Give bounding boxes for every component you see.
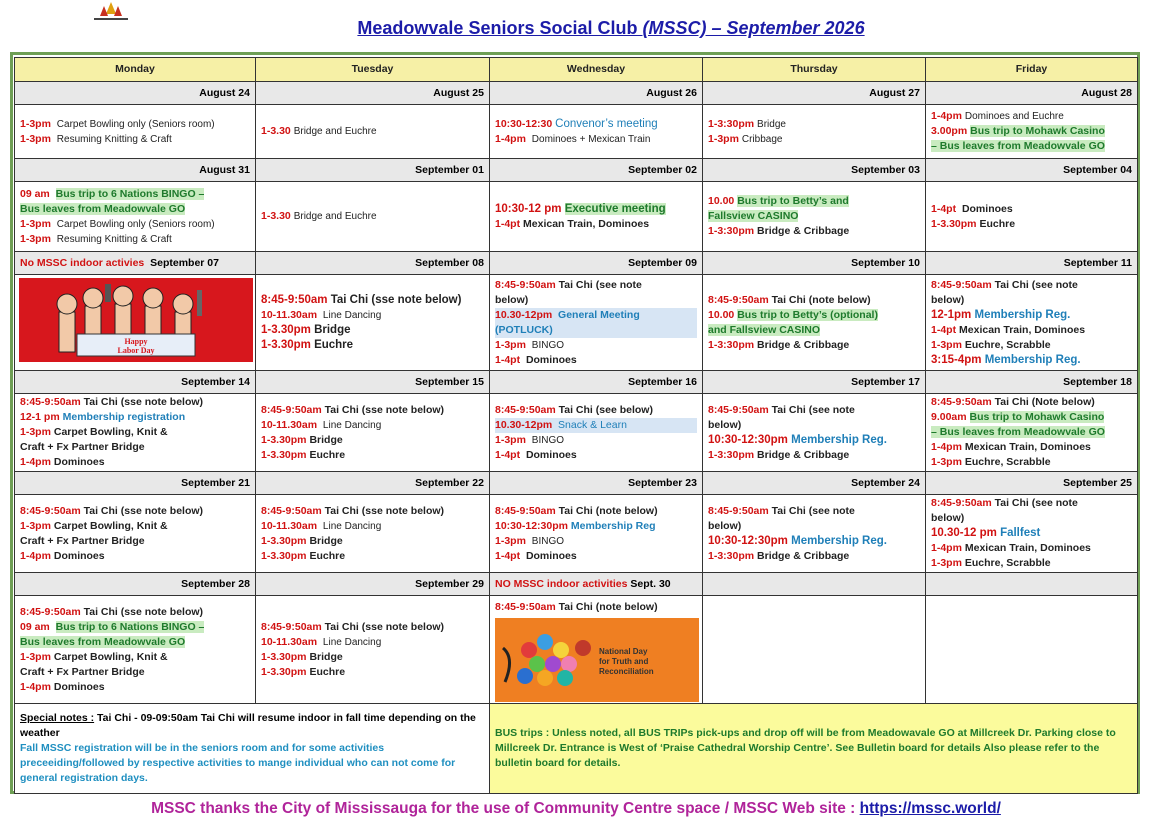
event: 8:45-9:50am Tai Chi (see note: [495, 278, 642, 291]
day-cell: [256, 394, 490, 472]
event: 12-1 pm Membership registration: [20, 411, 186, 423]
event: 1-3.30pm Euchre: [261, 338, 354, 351]
event: 09 am Bus trip to 6 Nations BINGO –: [20, 187, 205, 200]
event: 1-4pt Mexican Train, Dominoes: [495, 217, 650, 230]
event: 1-4pt Dominoes: [495, 448, 577, 461]
event: 1-4pm Dominoes: [20, 549, 105, 562]
event: 1-3.30 Bridge and Euchre: [261, 210, 377, 222]
event: below): [708, 418, 742, 431]
date-cell-empty: [926, 573, 1138, 596]
event: 8:45-9:50am Tai Chi (sse note below): [261, 504, 445, 517]
event: 1-4pm Mexican Train, Dominoes: [931, 542, 1091, 554]
day-cell: [490, 596, 703, 704]
bus-trips-note: BUS trips : Unless noted, all BUS TRIPs pick-ups and drop off will be from Meadowavale GO at Millcreek Dr. Parking close to Millcreek Dr. Entrance is West of ‘Praise Cathedral Worship Centre’. See Bulletin board for details Also please refer to the bulletin board for details.: [490, 704, 1138, 794]
day-header: Tuesday: [256, 58, 490, 82]
date-cell: September 14: [15, 371, 256, 394]
date-cell: September 28: [15, 573, 256, 596]
day-cell: [490, 182, 703, 252]
day-cell: [703, 182, 926, 252]
event: 1-4pm Dominoes and Euchre: [931, 110, 1064, 122]
event: Fallsview CASINO: [708, 210, 799, 222]
date-row: [15, 472, 1138, 495]
date-cell: September 02: [490, 159, 703, 182]
special-notes-taichi: Tai Chi - 09-09:50am Tai Chi will resume indoor in fall time depending on the weather: [20, 712, 476, 739]
day-cell: [15, 182, 256, 252]
date-cell: September 01: [256, 159, 490, 182]
day-cell-empty: [703, 596, 926, 704]
day-cell: [256, 275, 490, 371]
date-row: [15, 159, 1138, 182]
event: 1-3pm Carpet Bowling only (Seniors room): [20, 117, 215, 130]
date-cell: September 29: [256, 573, 490, 596]
day-cell: [926, 495, 1138, 573]
event: Craft + Fx Partner Bridge: [20, 441, 145, 453]
event: 8:45-9:50am Tai Chi (see note: [708, 403, 855, 416]
event: 8:45-9:50am Tai Chi (note below): [708, 293, 871, 306]
day-header: Wednesday: [490, 58, 703, 82]
date-cell: September 23: [490, 472, 703, 495]
day-header: Friday: [926, 58, 1138, 82]
date-row: [15, 252, 1138, 275]
day-cell: [926, 275, 1138, 371]
labor-day-line1: Happy: [124, 337, 148, 346]
date-cell: September 21: [15, 472, 256, 495]
event: 8:45-9:50am Tai Chi (note below): [495, 504, 658, 517]
event: 10.00 Bus trip to Betty’s (optional): [708, 308, 878, 321]
date-row: [15, 82, 1138, 105]
event: 1-3pm Carpet Bowling, Knit &: [20, 426, 168, 438]
calendar-table: [14, 57, 1138, 794]
event: – Bus leaves from Meadowvale GO: [931, 426, 1105, 438]
day-cell: [703, 105, 926, 159]
date-cell: September 10: [703, 252, 926, 275]
day-cell: [256, 596, 490, 704]
events-row: [15, 275, 1138, 371]
event: 10:30-12:30pm Membership Reg.: [708, 433, 887, 446]
event: Bus leaves from Meadowvale GO: [20, 635, 186, 648]
notes-row: [15, 704, 1138, 794]
event: 8:45-9:50am Tai Chi (Note below): [931, 396, 1095, 408]
truth-reconciliation-image: [495, 618, 699, 702]
date-cell: NO MSSC indoor activities Sept. 30: [490, 573, 703, 596]
footer-text: MSSC thanks the City of Mississauga for the use of Community Centre space / MSSC Web site :: [151, 800, 860, 817]
event: 8:45-9:50am Tai Chi (see note: [708, 504, 855, 517]
event: 8:45-9:50am Tai Chi (see note: [931, 278, 1078, 291]
event: 10.30-12 pm Fallfest: [931, 527, 1041, 539]
day-cell: [490, 105, 703, 159]
date-cell: September 24: [703, 472, 926, 495]
truth-line2: for Truth and: [599, 657, 649, 666]
date-cell-empty: [703, 573, 926, 596]
day-cell: [490, 275, 703, 371]
event: 8:45-9:50am Tai Chi (sse note below): [261, 293, 462, 306]
event: 1-4pt Mexican Train, Dominoes: [931, 323, 1086, 336]
event: 8:45-9:50am Tai Chi (sse note below): [261, 403, 445, 416]
event: 1-3.30pm Bridge: [261, 433, 343, 446]
website-link[interactable]: https://mssc.world/: [859, 800, 1001, 817]
date-cell: September 25: [926, 472, 1138, 495]
event: 1-3.30pm Bridge: [261, 323, 351, 336]
event: 3:15-4pm Membership Reg.: [931, 353, 1081, 366]
day-cell: [15, 275, 256, 371]
date-cell: September 11: [926, 252, 1138, 275]
event: 1-3pm Euchre, Scrabble: [931, 456, 1051, 468]
event: below): [931, 293, 965, 306]
event: 1-3.30pm Bridge: [261, 534, 343, 547]
event: 1-3pm Resuming Knitting & Craft: [20, 232, 172, 245]
event: 8:45-9:50am Tai Chi (sse note below): [20, 605, 204, 618]
event: 1-3.30pm Euchre: [261, 665, 346, 678]
day-cell-empty: [926, 596, 1138, 704]
day-header: Monday: [15, 58, 256, 82]
event: 1-3pm Resuming Knitting & Craft: [20, 132, 172, 145]
event: 10:30-12:30pm Membership Reg: [495, 519, 656, 532]
truth-line1: National Day: [599, 647, 648, 656]
truth-line3: Reconciliation: [599, 667, 654, 676]
day-cell: [926, 182, 1138, 252]
event: below): [708, 519, 742, 532]
event: 8:45-9:50am Tai Chi (see below): [495, 403, 653, 416]
event: 12-1pm Membership Reg.: [931, 308, 1071, 321]
event: 10:30-12 pm Executive meeting: [495, 202, 666, 215]
page-title: Meadowvale Seniors Social Club (MSSC) – September 2026: [357, 18, 865, 38]
labor-day-image: [19, 278, 253, 362]
day-cell: [703, 394, 926, 472]
event: 8:45-9:50am Tai Chi (see note: [931, 497, 1078, 509]
day-header: Thursday: [703, 58, 926, 82]
event: 1-3.30pm Bridge: [261, 650, 343, 663]
date-cell: August 25: [256, 82, 490, 105]
date-cell: September 08: [256, 252, 490, 275]
day-cell: [703, 495, 926, 573]
event: Craft + Fx Partner Bridge: [20, 534, 145, 547]
event: 10:30-12:30 Convenor’s meeting: [495, 117, 658, 130]
event: 1-3pm Carpet Bowling only (Seniors room): [20, 217, 215, 230]
event: 1-3:30pm Bridge & Cribbage: [708, 549, 850, 562]
event: 1-3pm BINGO: [495, 433, 565, 446]
date-cell: No MSSC indoor activies September 07: [15, 252, 256, 275]
date-cell: September 18: [926, 371, 1138, 394]
date-cell: September 04: [926, 159, 1138, 182]
date-cell: August 26: [490, 82, 703, 105]
event: 8:45-9:50am Tai Chi (sse note below): [20, 504, 204, 517]
date-cell: August 27: [703, 82, 926, 105]
day-cell: [256, 495, 490, 573]
event: 1-3.30pm Euchre: [261, 448, 346, 461]
event: 1-3pm BINGO: [495, 338, 565, 351]
event: 1-3pm Euchre, Scrabble: [931, 557, 1051, 569]
day-cell: [926, 394, 1138, 472]
event: 1-3:30pm Bridge: [708, 117, 786, 130]
event: Bus leaves from Meadowvale GO: [20, 202, 186, 215]
event: 10-11.30am Line Dancing: [261, 519, 382, 532]
events-row: [15, 495, 1138, 573]
event: 8:45-9:50am Tai Chi (sse note below): [20, 396, 204, 408]
day-cell: [15, 596, 256, 704]
event: 1-3pm Carpet Bowling, Knit &: [20, 519, 168, 532]
event: 1-4pm Dominoes: [20, 456, 105, 468]
day-cell: [490, 394, 703, 472]
day-cell: [703, 275, 926, 371]
snack-learn-box: 10.30-12pm Snack & Learn: [495, 418, 697, 433]
event: 1-4pm Mexican Train, Dominoes: [931, 441, 1091, 453]
date-cell: August 24: [15, 82, 256, 105]
date-cell: September 03: [703, 159, 926, 182]
date-cell: August 31: [15, 159, 256, 182]
day-cell: [256, 105, 490, 159]
day-cell: [926, 105, 1138, 159]
day-cell: [15, 105, 256, 159]
day-cell: [490, 495, 703, 573]
event: 1-3:30pm Bridge & Cribbage: [708, 338, 850, 351]
event: 1-4pt Dominoes: [495, 353, 577, 366]
events-row: [15, 596, 1138, 704]
event: 1-3:30pm Bridge & Cribbage: [708, 225, 850, 237]
special-notes-registration: Fall MSSC registration will be in the seniors room and for some activities preceeiding/followed by respective activities to mange individual who can not come for general registration days.: [20, 742, 456, 784]
event: 1-3pm Carpet Bowling, Knit &: [20, 650, 168, 663]
events-row: [15, 394, 1138, 472]
event: 3.00pm Bus trip to Mohawk Casino: [931, 125, 1105, 137]
date-cell: August 28: [926, 82, 1138, 105]
event: 8:45-9:50am Tai Chi (note below): [495, 601, 658, 613]
event: below): [495, 293, 529, 306]
date-row: [15, 573, 1138, 596]
date-cell: September 16: [490, 371, 703, 394]
event: 1-3pm Cribbage: [708, 132, 783, 145]
event: 10-11.30am Line Dancing: [261, 418, 382, 431]
day-cell: [15, 394, 256, 472]
special-notes-label: Special notes :: [20, 712, 95, 724]
event: below): [931, 512, 965, 524]
date-cell: September 17: [703, 371, 926, 394]
date-cell: September 15: [256, 371, 490, 394]
event: 1-3.30pm Euchre: [261, 549, 346, 562]
event: 1-3pm BINGO: [495, 534, 565, 547]
date-row: [15, 371, 1138, 394]
event: 1-4pt Dominoes: [931, 202, 1013, 215]
event: 8:45-9:50am Tai Chi (sse note below): [261, 620, 445, 633]
day-cell: [15, 495, 256, 573]
event: 1-4pm Dominoes + Mexican Train: [495, 132, 651, 145]
event: 1-3.30pm Euchre: [931, 217, 1016, 230]
event: 9.00am Bus trip to Mohawk Casino: [931, 411, 1105, 423]
event: 09 am Bus trip to 6 Nations BINGO –: [20, 620, 205, 633]
event: and Fallsview CASINO: [708, 323, 821, 336]
labor-day-line2: Labor Day: [117, 346, 155, 355]
event: 1-3pm Euchre, Scrabble: [931, 338, 1051, 351]
event: 10.00 Bus trip to Betty’s and: [708, 195, 849, 207]
event: 10:30-12:30pm Membership Reg.: [708, 534, 887, 547]
event: 1-3:30pm Bridge & Cribbage: [708, 448, 850, 461]
day-cell: [256, 182, 490, 252]
event: – Bus leaves from Meadowvale GO: [931, 140, 1105, 152]
special-notes: [15, 704, 490, 794]
event: 1-4pt Dominoes: [495, 549, 577, 562]
day-header-row: [15, 58, 1138, 82]
date-cell: September 22: [256, 472, 490, 495]
general-meeting-box: 10.30-12pm General Meeting (POTLUCK): [495, 308, 697, 338]
date-cell: September 09: [490, 252, 703, 275]
event: 1-3.30 Bridge and Euchre: [261, 125, 377, 137]
event: 1-4pm Dominoes: [20, 680, 105, 693]
events-row: [15, 105, 1138, 159]
event: 10-11.30am Line Dancing: [261, 635, 382, 648]
event: 10-11.30am Line Dancing: [261, 308, 382, 321]
events-row: [15, 182, 1138, 252]
event: Craft + Fx Partner Bridge: [20, 665, 145, 678]
footer: [0, 800, 1152, 818]
